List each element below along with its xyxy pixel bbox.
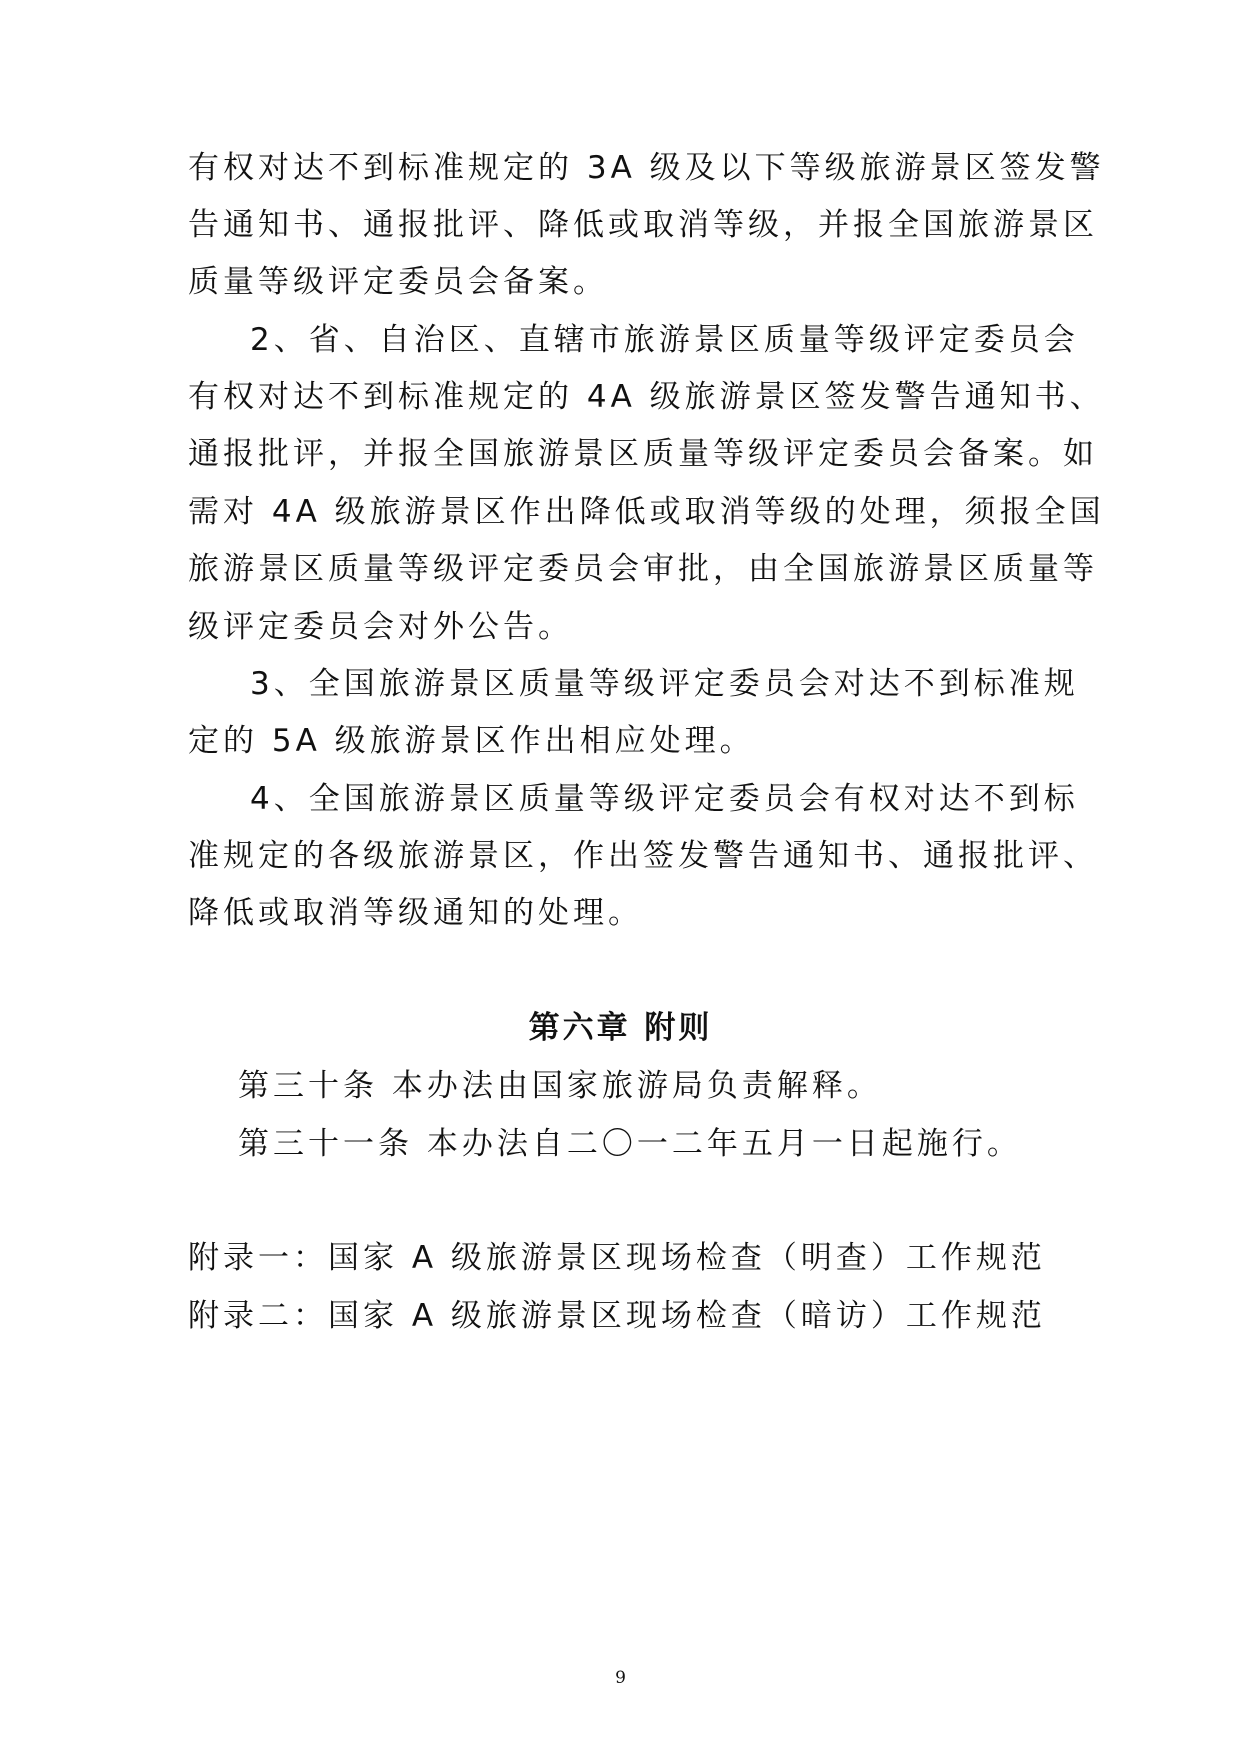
appendix-2: 附录二：国家 A 级旅游景区现场检查（暗访）工作规范 <box>188 1298 1046 1334</box>
chapter-heading: 第六章 附则 <box>528 1010 713 1046</box>
clause-2-line-3: 通报批评，并报全国旅游景区质量等级评定委员会备案。如 <box>188 436 1098 472</box>
clause-2-line-1: 2、省、自治区、直辖市旅游景区质量等级评定委员会 <box>250 322 1079 358</box>
body-line-3: 质量等级评定委员会备案。 <box>188 264 608 300</box>
clause-2-line-2: 有权对达不到标准规定的 4A 级旅游景区签发警告通知书、 <box>188 379 1105 415</box>
body-line-2: 告通知书、通报批评、降低或取消等级，并报全国旅游景区 <box>188 207 1098 243</box>
clause-4-line-2: 准规定的各级旅游景区，作出签发警告通知书、通报批评、 <box>188 838 1098 874</box>
body-line-1: 有权对达不到标准规定的 3A 级及以下等级旅游景区签发警 <box>188 150 1105 186</box>
clause-2-line-4: 需对 4A 级旅游景区作出降低或取消等级的处理，须报全国 <box>188 494 1105 530</box>
article-31: 第三十一条 本办法自二〇一二年五月一日起施行。 <box>238 1126 1022 1162</box>
clause-2-line-5: 旅游景区质量等级评定委员会审批，由全国旅游景区质量等 <box>188 551 1098 587</box>
clause-4-line-1: 4、全国旅游景区质量等级评定委员会有权对达不到标 <box>250 781 1079 817</box>
clause-3-line-1: 3、全国旅游景区质量等级评定委员会对达不到标准规 <box>250 666 1079 702</box>
clause-3-line-2: 定的 5A 级旅游景区作出相应处理。 <box>188 723 755 759</box>
clause-2-line-6: 级评定委员会对外公告。 <box>188 609 573 645</box>
page-number: 9 <box>615 1668 626 1688</box>
article-30: 第三十条 本办法由国家旅游局负责解释。 <box>238 1068 882 1104</box>
clause-4-line-3: 降低或取消等级通知的处理。 <box>188 895 643 931</box>
appendix-1: 附录一：国家 A 级旅游景区现场检查（明查）工作规范 <box>188 1240 1046 1276</box>
